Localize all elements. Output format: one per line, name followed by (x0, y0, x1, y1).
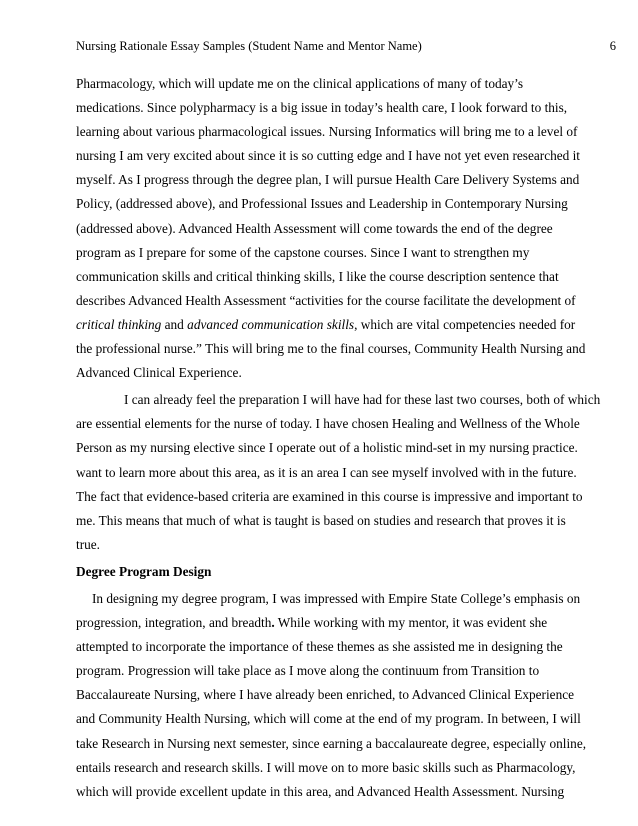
paragraph-line: communication skills and critical thinking skills, I like the course description sentence that (76, 268, 559, 284)
page-number: 6 (609, 39, 616, 53)
paragraph-line: entails research and research skills. I will move on to more basic skills such as Pharmacology, (76, 759, 576, 775)
paragraph-line: Policy, (addressed above), and Professional Issues and Leadership in Contemporary Nursing (76, 196, 568, 212)
paragraph-line: which will provide excellent update in this area, and Advanced Health Assessment. Nursing (76, 783, 565, 799)
paragraph-line: want to learn more about this area, as it is an area I can see myself involved with in the future. (76, 464, 577, 480)
paragraph-line: Person as my nursing elective since I operate out of a holistic mind-set in my nursing practice. (76, 440, 578, 456)
paragraph-line-mixed (76, 611, 576, 635)
paragraph-line: The fact that evidence-based criteria are examined in this course is impressive and important to (76, 488, 583, 504)
paragraph-line: Pharmacology, which will update me on the clinical applications of many of today’s (76, 76, 524, 91)
paragraph-line-mixed (76, 313, 576, 337)
italic-phrase: advanced communication skills (187, 316, 355, 332)
paragraph-line: medications. Since polypharmacy is a big issue in today’s health care, I look forward to this, (76, 100, 568, 116)
paragraph-line: Baccalaureate Nursing, where I have already been enriched, to Advanced Clinical Experience (76, 687, 575, 703)
text-run: and (161, 316, 188, 332)
text-run: progression, integration, and breadth (76, 615, 272, 631)
body-text (76, 72, 601, 804)
paragraph-line: describes Advanced Health Assessment “activities for the course facilitate the development of (76, 292, 576, 308)
paragraph-line: program as I prepare for some of the capstone courses. Since I want to strengthen my (76, 244, 530, 260)
paragraph-line: (addressed above). Advanced Health Assessment will come towards the end of the degree (76, 220, 553, 236)
paragraph-line: program. Progression will take place as I move along the continuum from Transition to (76, 663, 540, 679)
paragraph-line: myself. As I progress through the degree plan, I will pursue Health Care Delivery Systems and (76, 172, 580, 188)
paragraph-line: me. This means that much of what is taught is based on studies and research that proves it is (76, 512, 566, 528)
paragraph-line: In designing my degree program, I was impressed with Empire State College’s emphasis on (92, 590, 581, 606)
paragraph-line: take Research in Nursing next semester, since earning a baccalaureate degree, especially online, (76, 735, 587, 751)
bold-period: . (271, 615, 275, 631)
paragraph-line: true. (76, 536, 100, 552)
paragraph-line: and Community Health Nursing, which will come at the end of my program. In between, I will (76, 711, 581, 727)
paragraph-line: Advanced Clinical Experience. (76, 365, 242, 381)
running-title: Nursing Rationale Essay Samples (Student Name and Mentor Name) (76, 39, 422, 53)
paragraph-line: attempted to incorporate the importance of these themes as she assisted me in designing the (76, 639, 563, 655)
paragraph-line: are essential elements for the nurse of today. I have chosen Healing and Wellness of the Whole (76, 416, 580, 432)
text-run: , which are vital competencies needed for (354, 316, 576, 332)
text-run: While working with my mentor, it was evident she (274, 615, 548, 631)
paragraph-line: learning about various pharmacological issues. Nursing Informatics will bring me to a level of (76, 124, 578, 140)
paragraph-line: I can already feel the preparation I will have had for these last two courses, both of which (124, 392, 601, 408)
paragraph-line: the professional nurse.” This will bring me to the final courses, Community Health Nursing and (76, 341, 586, 357)
italic-phrase: critical thinking (76, 316, 162, 332)
paragraph-line: nursing I am very excited about since it is so cutting edge and I have not yet even researched it (76, 148, 581, 164)
running-head (76, 38, 616, 54)
section-heading: Degree Program Design (76, 563, 212, 579)
